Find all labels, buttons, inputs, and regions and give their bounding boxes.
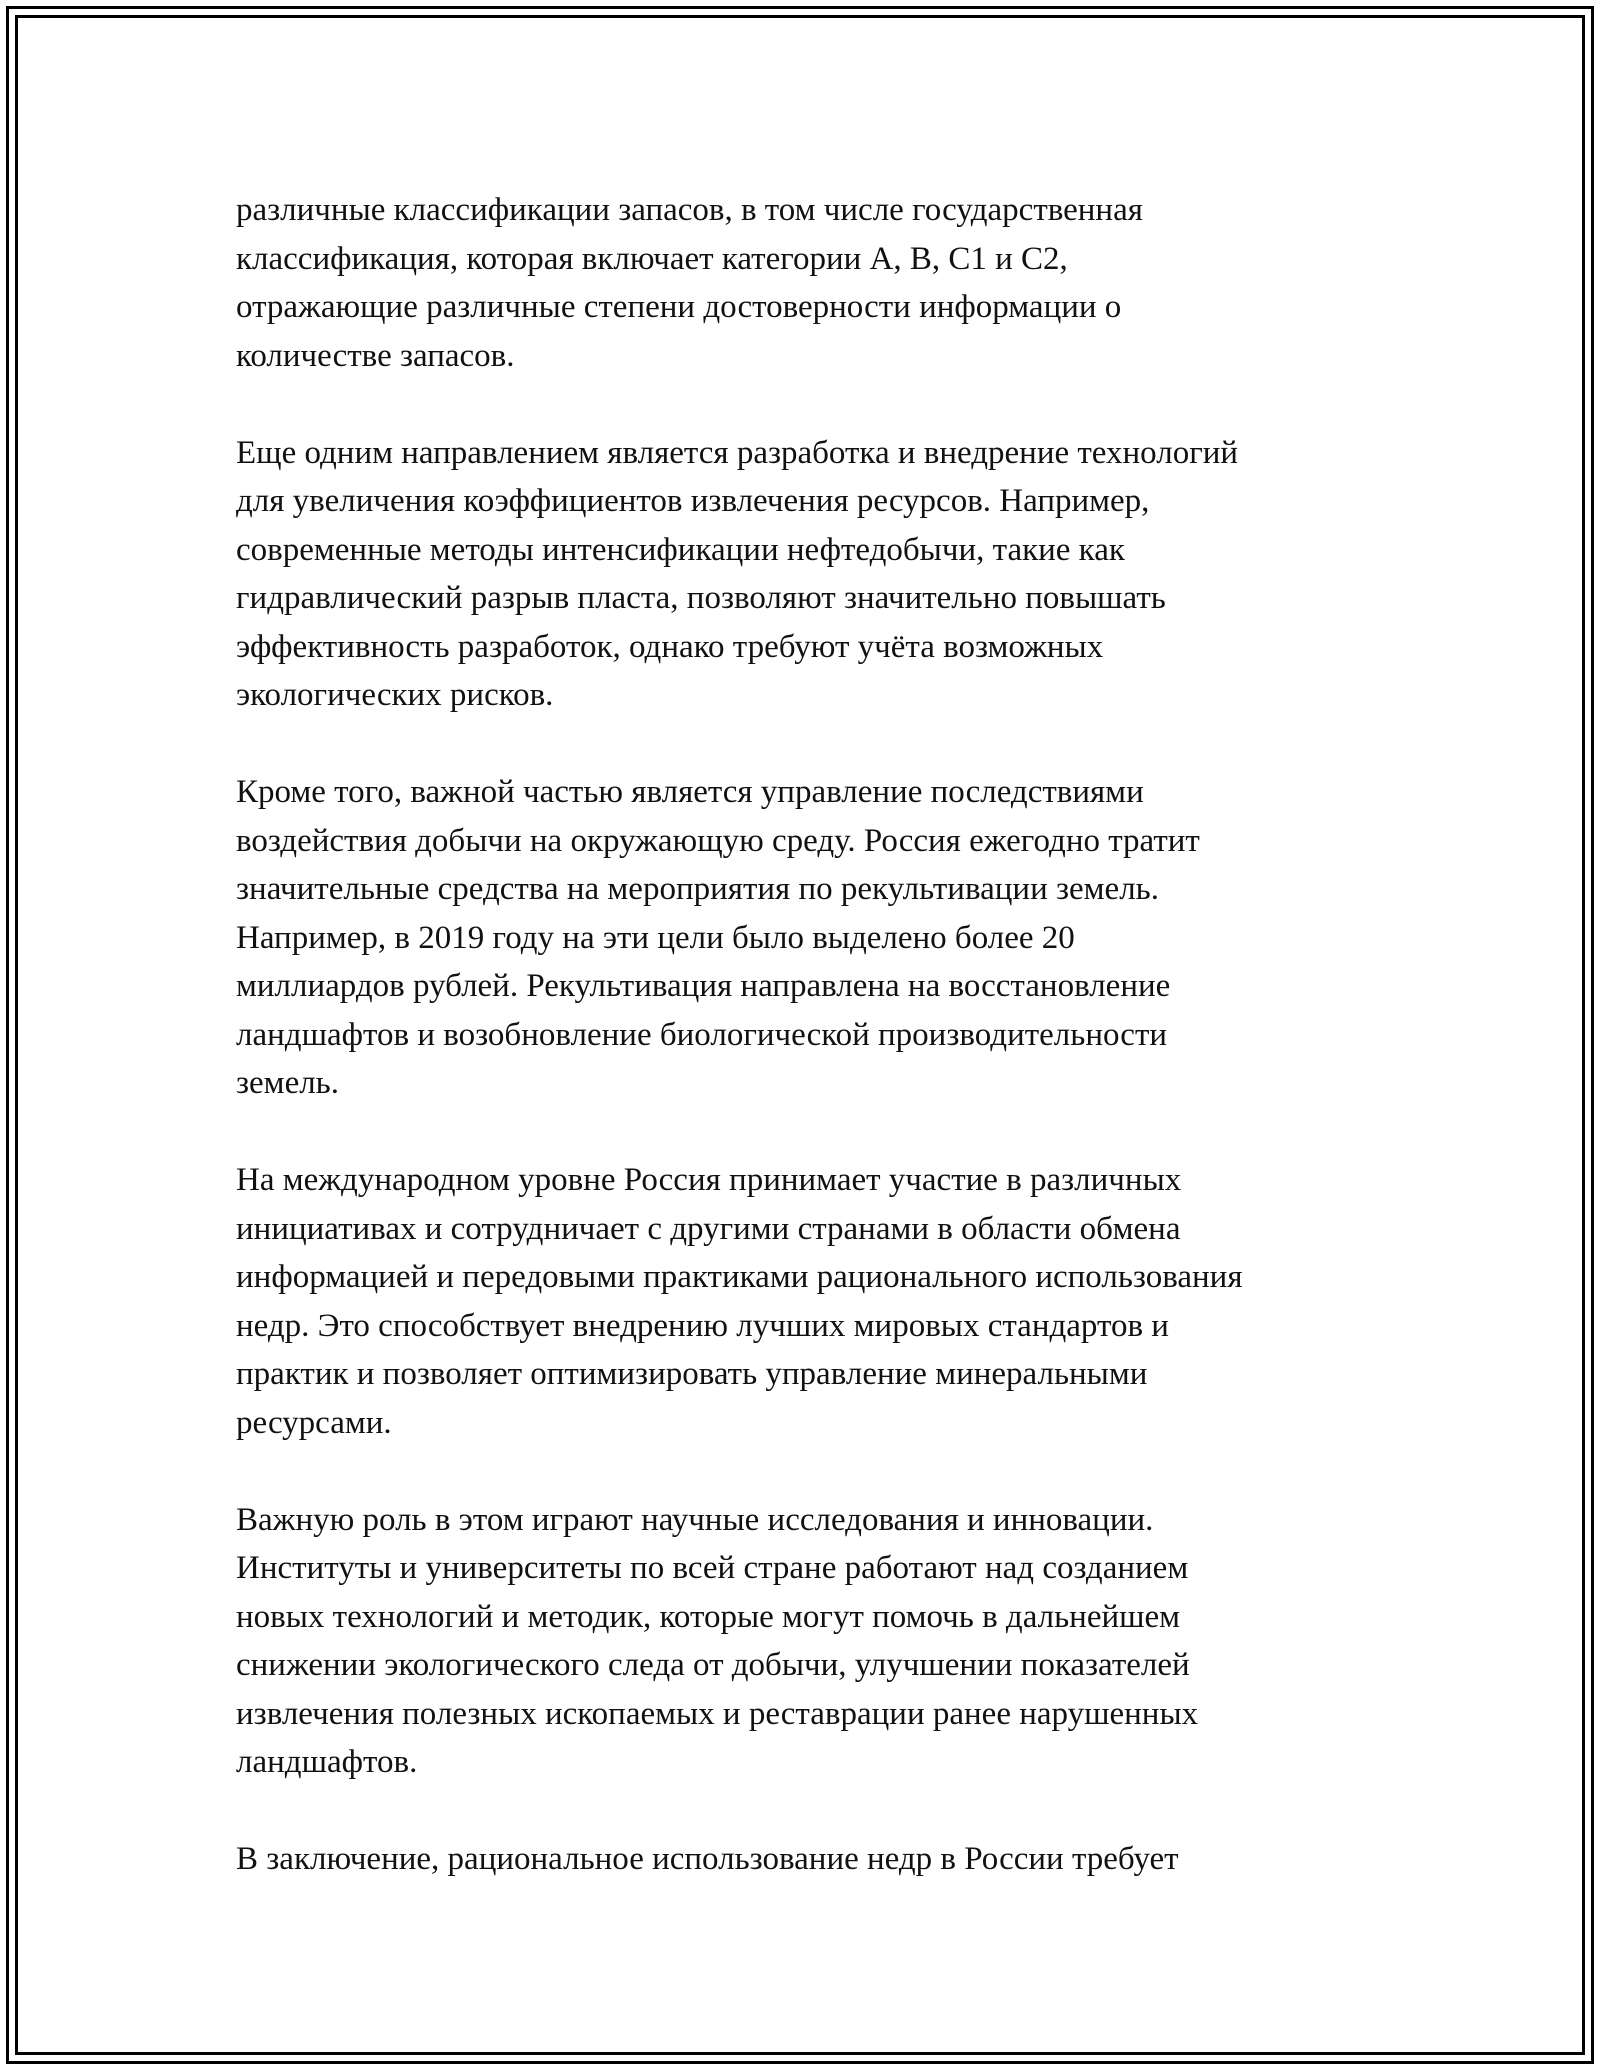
text-line: классификация, которая включает категории A, B, C1 и C2,: [236, 240, 1068, 277]
text-line: миллиардов рублей. Рекультивация направлена на восстановление: [236, 968, 1171, 1004]
text-line: современные методы интенсификации нефтедобычи, такие как: [236, 531, 1125, 568]
text-line: значительные средства на мероприятия по рекультивации земель.: [236, 871, 1159, 907]
text-line: практик и позволяет оптимизировать управление минеральными: [236, 1356, 1148, 1392]
text-line: Например, в 2019 году на эти цели было выделено более 20: [236, 919, 1075, 956]
text-line: извлечения полезных ископаемых и реставрации ранее нарушенных: [236, 1695, 1199, 1732]
text-line: ландшафтов.: [236, 1744, 418, 1780]
text-line: гидравлический разрыв пласта, позволяют значительно повышать: [236, 580, 1166, 616]
text-line: земель.: [236, 1065, 339, 1101]
text-line: ресурсами.: [236, 1404, 392, 1441]
text-line: снижении экологического следа от добычи, улучшении показателей: [236, 1647, 1190, 1683]
paragraph-conclusion: [236, 1835, 1366, 1884]
text-line: инициативах и сотрудничает с другими странами в области обмена: [236, 1210, 1181, 1247]
text-line: отражающие различные степени достоверности информации о: [236, 289, 1122, 325]
text-line: недр. Это способствует внедрению лучших мировых стандартов и: [236, 1307, 1169, 1344]
text-line: воздействия добычи на окружающую среду. Россия ежегодно тратит: [236, 822, 1200, 859]
text-line: Кроме того, важной частью является управление последствиями: [236, 774, 1144, 810]
text-line: эффективность разработок, однако требуют учёта возможных: [236, 628, 1104, 665]
text-line: Еще одним направлением является разработка и внедрение технологий: [236, 434, 1239, 471]
text-line: количестве запасов.: [236, 337, 515, 374]
text-line: В заключение, рациональное использование недр в России требует: [236, 1841, 1179, 1877]
document-body: [236, 186, 1366, 1932]
paragraph-international-cooperation: [236, 1156, 1366, 1447]
text-line: экологических рисков.: [236, 677, 554, 713]
paragraph-reserves-classification: [236, 186, 1366, 380]
text-line: ландшафтов и возобновление биологической производительности: [236, 1016, 1168, 1053]
text-line: различные классификации запасов, в том числе государственная: [236, 192, 1143, 228]
text-line: новых технологий и методик, которые могут помочь в дальнейшем: [236, 1598, 1181, 1635]
text-line: информацией и передовыми практиками рационального использования: [236, 1259, 1243, 1295]
text-line: На международном уровне Россия принимает участие в различных: [236, 1162, 1182, 1198]
paragraph-research-innovation: [236, 1496, 1366, 1787]
paragraph-extraction-technologies: [236, 429, 1366, 720]
text-line: Институты и университеты по всей стране работают над созданием: [236, 1550, 1189, 1586]
text-line: для увеличения коэффициентов извлечения ресурсов. Например,: [236, 483, 1150, 519]
text-line: Важную роль в этом играют научные исследования и инновации.: [236, 1501, 1154, 1538]
paragraph-environmental-impact: [236, 768, 1366, 1108]
